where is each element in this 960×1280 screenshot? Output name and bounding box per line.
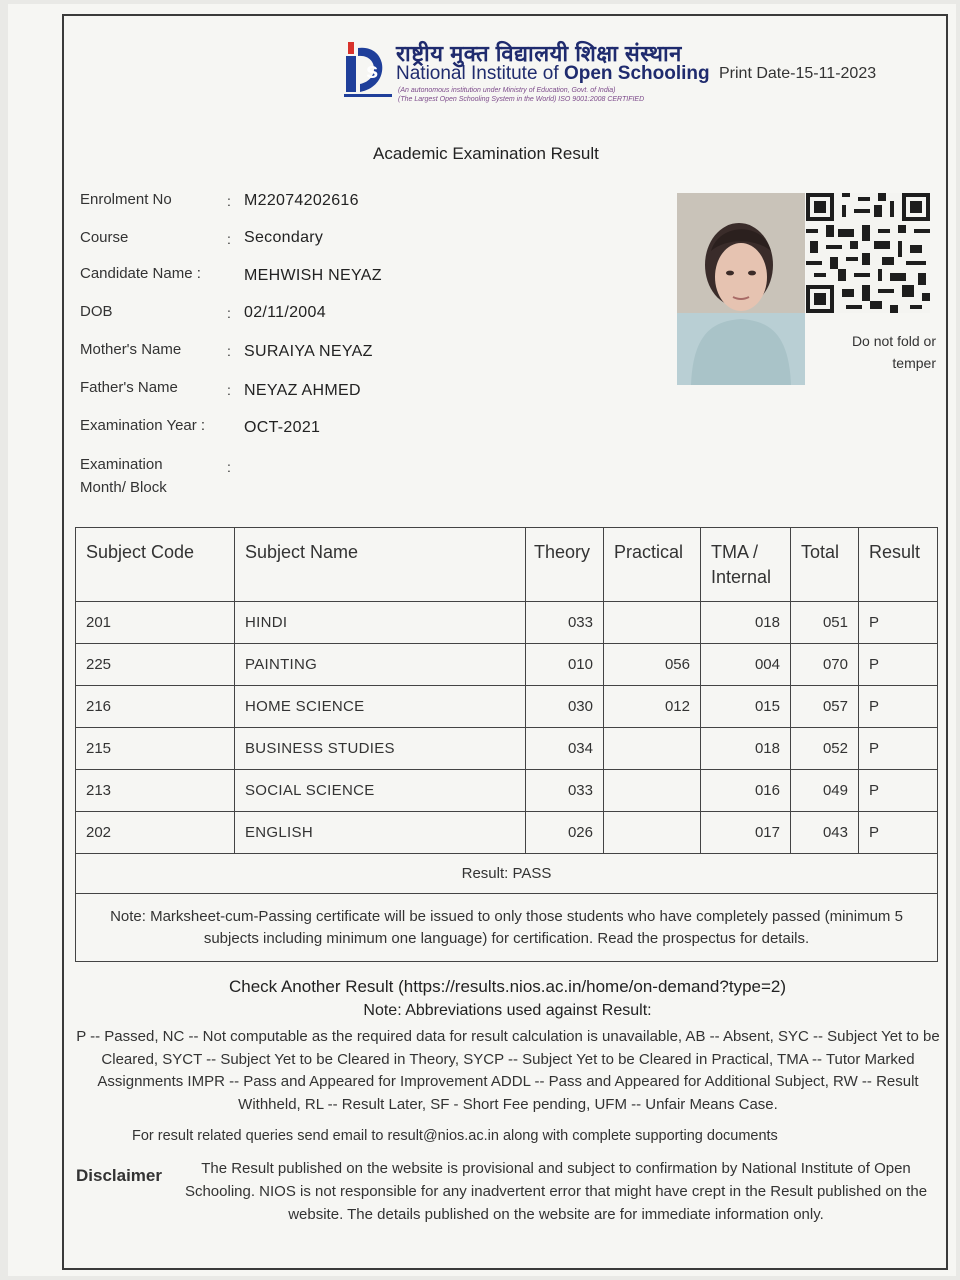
table-row [76,602,938,644]
col-header-result: Result [859,528,938,602]
title-prefix: National Institute of [396,63,564,84]
exam-month-label [80,456,167,496]
exam-year-value: OCT-2021 [244,419,321,436]
dob-label: DOB [80,303,113,320]
total-cell: 057 [791,686,859,728]
subject-name-cell: BUSINESS STUDIES [235,728,526,770]
tma-cell: 017 [701,812,791,854]
theory-cell: 030 [526,686,604,728]
institute-tagline [398,86,644,104]
candidate-photo [677,193,805,385]
table-row [76,812,938,854]
table-row [76,686,938,728]
course-colon: : [227,231,231,247]
result-cell: P [859,728,938,770]
institute-english-title [396,63,710,85]
enrolment-label: Enrolment No [80,191,172,208]
table-row [76,728,938,770]
subject-code-cell: 216 [76,686,235,728]
col-header-theory: Theory [526,528,604,602]
do-not-fold-note: Do not fold or temper [851,333,936,371]
theory-cell: 010 [526,644,604,686]
result-cell: P [859,644,938,686]
print-date: Print Date-15-11-2023 [719,65,877,82]
results-table [75,527,938,962]
tma-cell: 004 [701,644,791,686]
exam-month-label-line-2: Month/ Block [80,479,167,496]
dob-colon: : [227,305,231,321]
col-header-subject-code: Subject Code [76,528,235,602]
subject-name-cell: SOCIAL SCIENCE [235,770,526,812]
enrolment-value: M22074202616 [244,192,359,209]
theory-cell: 034 [526,728,604,770]
table-row [76,770,938,812]
table-row [76,644,938,686]
result-cell: P [859,812,938,854]
table-header-row [76,528,938,602]
nios-logo-icon [344,38,392,100]
mother-name-value: SURAIYA NEYAZ [244,343,373,360]
mother-name-colon: : [227,343,231,359]
result-cell: P [859,686,938,728]
document-title: Academic Examination Result [373,144,599,163]
institute-hindi-title: राष्ट्रीय मुक्त विद्यालयी शिक्षा संस्थान [396,41,682,66]
check-another-result-label: Check Another Result [228,977,394,996]
candidate-name-value: MEHWISH NEYAZ [244,267,382,284]
disclaimer-body: The Result published on the website is provisional and subject to confirmation by National Institute of Open Schooling. NIOS is not responsible for any inadvertent error that might have crept in the Result published on the website. The details published on the website are for immediate information only. [184,1160,928,1223]
title-bold: Open Schooling [563,63,710,84]
tagline-line-1: (An autonomous institution under Ministry of Education, Govt. of India) [398,87,616,94]
check-another-result [0,977,960,997]
query-email-line: For result related queries send email to result@nios.ac.in along with complete supporting documents [132,1128,778,1144]
result-cell: P [859,770,938,812]
practical-cell: 012 [604,686,701,728]
result-cell: P [859,602,938,644]
certificate-note-row [76,894,938,962]
abbreviations-title: Note: Abbreviations used against Result: [363,1002,652,1019]
tma-cell: 018 [701,602,791,644]
practical-cell [604,812,701,854]
practical-cell [604,770,701,812]
subject-code-cell: 225 [76,644,235,686]
total-cell: 070 [791,644,859,686]
total-cell: 052 [791,728,859,770]
total-cell: 051 [791,602,859,644]
tagline-line-2: (The Largest Open Schooling System in the World) ISO 9001:2008 CERTIFIED [398,96,645,103]
subject-code-cell: 201 [76,602,235,644]
exam-month-label-line-1: Examination [80,456,163,473]
father-name-value: NEYAZ AHMED [244,382,361,399]
father-name-colon: : [227,382,231,398]
practical-cell [604,728,701,770]
subject-code-cell: 202 [76,812,235,854]
tma-cell: 016 [701,770,791,812]
theory-cell: 033 [526,770,604,812]
col-header-subject-name: Subject Name [235,528,526,602]
practical-cell: 056 [604,644,701,686]
total-cell: 043 [791,812,859,854]
subject-name-cell: HOME SCIENCE [235,686,526,728]
subject-name-cell: ENGLISH [235,812,526,854]
subject-code-cell: 213 [76,770,235,812]
dob-value: 02/11/2004 [244,304,326,321]
mother-name-label: Mother's Name [80,341,182,358]
exam-year-label: Examination Year : [80,417,206,434]
practical-cell [604,602,701,644]
total-cell: 049 [791,770,859,812]
col-header-total: Total [791,528,859,602]
theory-cell: 033 [526,602,604,644]
theory-cell: 026 [526,812,604,854]
svg-text:s: s [366,58,379,83]
course-value: Secondary [244,229,324,246]
check-another-result-link[interactable]: (https://results.nios.ac.in/home/on-demand?type=2) [393,977,787,996]
result-summary-row [76,854,938,894]
qr-code-icon [806,193,930,313]
subject-code-cell: 215 [76,728,235,770]
tma-cell: 015 [701,686,791,728]
col-header-tma-internal: TMA / Internal [701,528,791,602]
subject-name-cell: PAINTING [235,644,526,686]
enrolment-colon: : [227,193,231,209]
abbreviations-body: P -- Passed, NC -- Not computable as the required data for result calculation is unavailable, AB -- Absent, SYC -- Subject Yet to be Cleared, SYCT -- Subject Yet to be Cleared in Theory, SYCP -- Subject Yet to be Cleared in Practical, TMA -- Tutor Marked Assignments IMPR -- Pass and Appeared for Improvement ADDL -- Pass and Appeared for Additional Subject, RW -- Result Withheld, RL -- Result Later, SF - Short Fee pending, UFM -- Unfair Means Case. [76,1028,940,1113]
father-name-label: Father's Name [80,379,178,396]
col-header-practical: Practical [604,528,701,602]
course-label: Course [80,229,129,246]
candidate-name-label: Candidate Name : [80,265,201,282]
certificate-note: Note: Marksheet-cum-Passing certificate will be issued to only those students who have completely passed (minimum 5 subjects including minimum one language) for certification. Read the prospectus for details. [76,894,938,962]
subject-name-cell: HINDI [235,602,526,644]
tma-cell: 018 [701,728,791,770]
result-summary: Result: PASS [76,854,938,894]
exam-month-colon: : [227,459,231,475]
disclaimer-label: Disclaimer [76,1166,162,1185]
